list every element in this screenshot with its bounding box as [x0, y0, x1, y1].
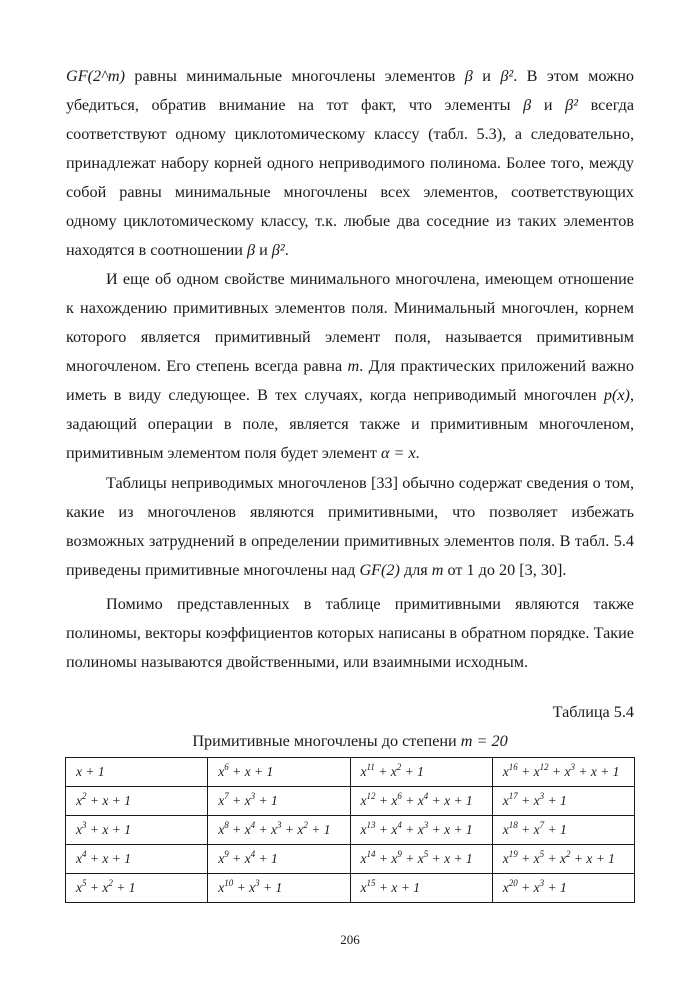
math-beta-squared: β²: [500, 67, 514, 85]
table-caption: Таблица 5.4: [552, 703, 634, 721]
math-px: p(x): [603, 386, 630, 404]
table-row: [66, 816, 635, 845]
table-cell: $x^{10} + x^3 + 1$: [208, 874, 350, 903]
table-cell: $x^{15} + x + 1$: [350, 874, 492, 903]
polynomial-table: [65, 757, 635, 903]
table-cell: $x^{17} + x^3 + 1$: [492, 787, 634, 816]
math-beta: β: [464, 67, 473, 85]
table-cell: $x^5 + x^2 + 1$: [66, 874, 208, 903]
table-row: [66, 758, 635, 787]
table-cell: $x^{19} + x^5 + x^2 + x + 1$: [492, 845, 634, 874]
table-cell: $x^7 + x^3 + 1$: [208, 787, 350, 816]
table-cell: x + 1: [66, 758, 208, 787]
table-row: [66, 874, 635, 903]
table-cell: $x^{20} + x^3 + 1$: [492, 874, 634, 903]
paragraph-2: И еще об одном свойстве минимального многочлена, имеющем отношение к нахождению примитивных элементов поля. Минимальный многочлен, корнем которого является примитивный элемент поля, называется примитивным многочленом. Его степень всегда равна m. Для практических приложений важно иметь в виду следующее. В тех случаях, когда неприводимый многочлен p(x), задающий операции в поле, является также и примитивным многочленом, примитивным элементом поля будет элемент α = x.: [66, 270, 634, 462]
table-cell: $x^{11} + x^2 + 1$: [350, 758, 492, 787]
table-row: [66, 787, 635, 816]
table-cell: $x^3 + x + 1$: [66, 816, 208, 845]
math-gf2m: GF(2^m): [66, 67, 125, 85]
table-cell: $x^2 + x + 1$: [66, 787, 208, 816]
math-m: m: [347, 357, 360, 375]
table-row: [66, 845, 635, 874]
table-cell: $x^4 + x + 1$: [66, 845, 208, 874]
table-cell: $x^8 + x^4 + x^3 + x^2 + 1$: [208, 816, 350, 845]
table-cell: $x^{12} + x^6 + x^4 + x + 1$: [350, 787, 492, 816]
paragraph-3: Таблицы неприводимых многочленов [33] обычно содержат сведения о том, какие из многочленов являются примитивными, что позволяет избежать возможных затруднений в определении примитивных элементов поля. В табл. 5.4 приведены примитивные многочлены над GF(2) для m от 1 до 20 [3, 30].: [66, 474, 634, 579]
table-cell: $x^{14} + x^9 + x^5 + x + 1$: [350, 845, 492, 874]
table-cell: $x^{13} + x^4 + x^3 + x + 1$: [350, 816, 492, 845]
table-cell: $x^{16} + x^{12} + x^3 + x + 1$: [492, 758, 634, 787]
table-cell: $x^6 + x + 1$: [208, 758, 350, 787]
table-cell: $x^9 + x^4 + 1$: [208, 845, 350, 874]
table-title: Примитивные многочлены до степени m = 20: [192, 732, 508, 750]
page-number: 206: [340, 932, 360, 947]
math-alpha: α = x: [380, 444, 416, 462]
math-gf2: GF(2): [359, 561, 400, 579]
paragraph-4: Помимо представленных в таблице примитивными являются также полиномы, векторы коэффициентов которых написаны в обратном порядке. Такие полиномы называются двойственными, или взаимными исходным.: [66, 595, 634, 671]
table-cell: $x^{18} + x^7 + 1$: [492, 816, 634, 845]
table-title-math: m = 20: [460, 732, 508, 750]
paragraph-1: GF(2^m) равны минимальные многочлены элементов β и β². В этом можно убедиться, обратив внимание на тот факт, что элементы β и β² всегда соответствуют одному циклотомическому классу (табл. 5.3), а следовательно, принадлежат набору корней одного неприводимого полинома. Более того, между собой равны минимальные многочлены всех элементов, соответствующих одному циклотомическому классу, т.к. любые два соседние из таких элементов находятся в соотношении β и β².: [66, 67, 634, 259]
